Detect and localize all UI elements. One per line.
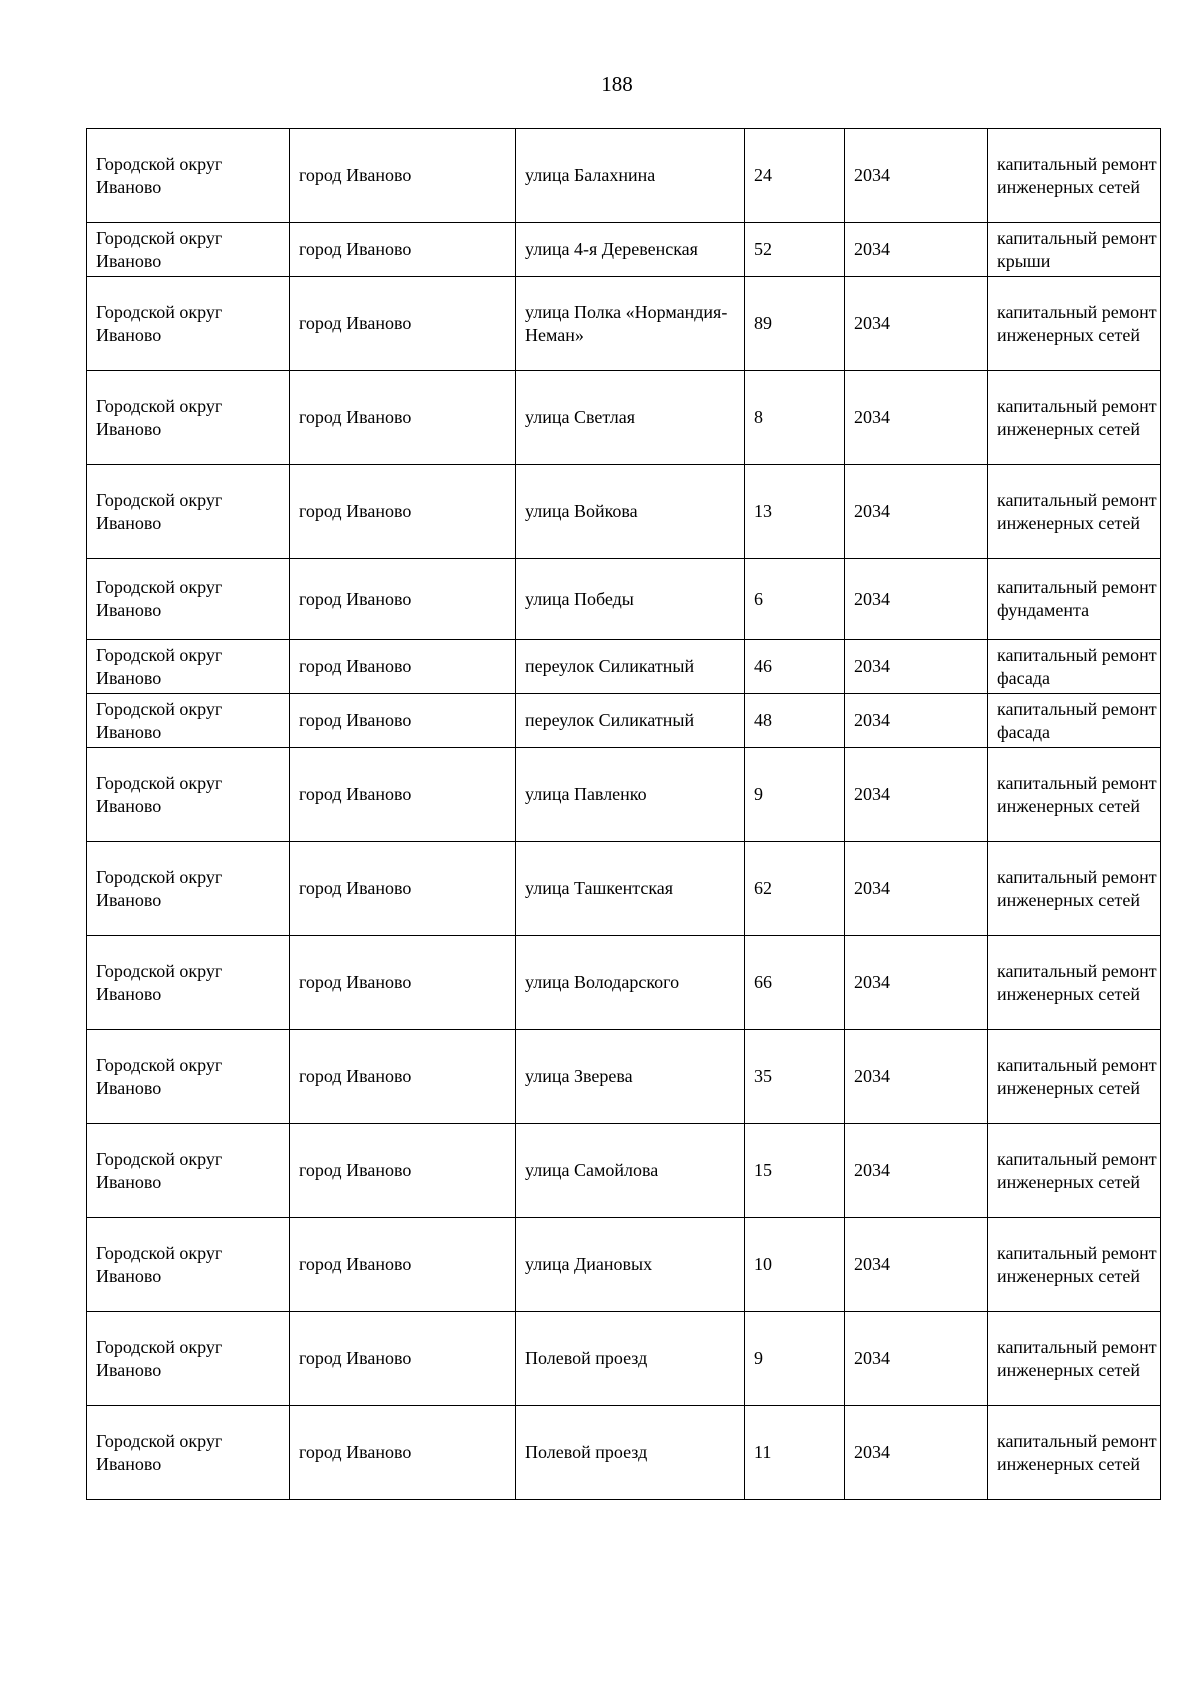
district-cell: Городской округ Иваново [87,1124,290,1218]
year-cell: 2034 [845,748,988,842]
locality-cell: город Иваново [290,1406,516,1500]
district-cell: Городской округ Иваново [87,277,290,371]
house-cell: 52 [745,223,845,277]
district-cell: Городской округ Иваново [87,129,290,223]
locality-cell: город Иваново [290,694,516,748]
table-row [87,1312,1161,1406]
page-number: 188 [601,72,633,96]
work-type-cell: капитальный ремонт инженерных сетей [988,129,1161,223]
street-cell: Полевой проезд [516,1312,745,1406]
table-row [87,465,1161,559]
district-cell: Городской округ Иваново [87,842,290,936]
house-cell: 66 [745,936,845,1030]
house-cell: 15 [745,1124,845,1218]
year-cell: 2034 [845,936,988,1030]
work-type-cell: капитальный ремонт инженерных сетей [988,465,1161,559]
street-cell: улица Володарского [516,936,745,1030]
year-cell: 2034 [845,1406,988,1500]
locality-cell: город Иваново [290,748,516,842]
district-cell: Городской округ Иваново [87,936,290,1030]
table-row [87,748,1161,842]
district-cell: Городской округ Иваново [87,694,290,748]
street-cell: улица 4-я Деревенская [516,223,745,277]
house-cell: 9 [745,748,845,842]
locality-cell: город Иваново [290,559,516,640]
table-row [87,1124,1161,1218]
district-cell: Городской округ Иваново [87,371,290,465]
locality-cell: город Иваново [290,1030,516,1124]
table-row [87,842,1161,936]
house-cell: 9 [745,1312,845,1406]
locality-cell: город Иваново [290,465,516,559]
table-row [87,371,1161,465]
street-cell: переулок Силикатный [516,694,745,748]
work-type-cell: капитальный ремонт фасада [988,694,1161,748]
year-cell: 2034 [845,129,988,223]
house-cell: 48 [745,694,845,748]
house-cell: 10 [745,1218,845,1312]
street-cell: улица Полка «Нормандия-Неман» [516,277,745,371]
work-type-cell: капитальный ремонт инженерных сетей [988,1030,1161,1124]
locality-cell: город Иваново [290,1124,516,1218]
repair-schedule-table [86,128,1161,1500]
locality-cell: город Иваново [290,223,516,277]
locality-cell: город Иваново [290,1312,516,1406]
table-body [87,129,1161,1500]
locality-cell: город Иваново [290,277,516,371]
table-row [87,694,1161,748]
street-cell: улица Зверева [516,1030,745,1124]
year-cell: 2034 [845,465,988,559]
district-cell: Городской округ Иваново [87,559,290,640]
house-cell: 89 [745,277,845,371]
house-cell: 35 [745,1030,845,1124]
year-cell: 2034 [845,277,988,371]
street-cell: улица Светлая [516,371,745,465]
house-cell: 46 [745,640,845,694]
district-cell: Городской округ Иваново [87,1312,290,1406]
year-cell: 2034 [845,223,988,277]
street-cell: переулок Силикатный [516,640,745,694]
locality-cell: город Иваново [290,1218,516,1312]
year-cell: 2034 [845,1218,988,1312]
work-type-cell: капитальный ремонт инженерных сетей [988,936,1161,1030]
locality-cell: город Иваново [290,129,516,223]
table-row [87,223,1161,277]
locality-cell: город Иваново [290,371,516,465]
work-type-cell: капитальный ремонт крыши [988,223,1161,277]
work-type-cell: капитальный ремонт фундамента [988,559,1161,640]
year-cell: 2034 [845,1312,988,1406]
house-cell: 13 [745,465,845,559]
locality-cell: город Иваново [290,640,516,694]
street-cell: улица Балахнина [516,129,745,223]
table-row [87,1218,1161,1312]
work-type-cell: капитальный ремонт инженерных сетей [988,842,1161,936]
street-cell: улица Ташкентская [516,842,745,936]
street-cell: Полевой проезд [516,1406,745,1500]
table-row [87,559,1161,640]
work-type-cell: капитальный ремонт фасада [988,640,1161,694]
house-cell: 11 [745,1406,845,1500]
street-cell: улица Диановых [516,1218,745,1312]
district-cell: Городской округ Иваново [87,1406,290,1500]
work-type-cell: капитальный ремонт инженерных сетей [988,748,1161,842]
year-cell: 2034 [845,694,988,748]
locality-cell: город Иваново [290,842,516,936]
district-cell: Городской округ Иваново [87,223,290,277]
table-row [87,1406,1161,1500]
house-cell: 6 [745,559,845,640]
district-cell: Городской округ Иваново [87,465,290,559]
house-cell: 24 [745,129,845,223]
year-cell: 2034 [845,1030,988,1124]
street-cell: улица Павленко [516,748,745,842]
house-cell: 8 [745,371,845,465]
year-cell: 2034 [845,842,988,936]
work-type-cell: капитальный ремонт инженерных сетей [988,371,1161,465]
table-row [87,936,1161,1030]
work-type-cell: капитальный ремонт инженерных сетей [988,1406,1161,1500]
work-type-cell: капитальный ремонт инженерных сетей [988,1124,1161,1218]
locality-cell: город Иваново [290,936,516,1030]
house-cell: 62 [745,842,845,936]
district-cell: Городской округ Иваново [87,640,290,694]
table-row [87,640,1161,694]
street-cell: улица Войкова [516,465,745,559]
street-cell: улица Победы [516,559,745,640]
table-row [87,1030,1161,1124]
table-row [87,277,1161,371]
year-cell: 2034 [845,559,988,640]
work-type-cell: капитальный ремонт инженерных сетей [988,277,1161,371]
work-type-cell: капитальный ремонт инженерных сетей [988,1312,1161,1406]
table-row [87,129,1161,223]
district-cell: Городской округ Иваново [87,1218,290,1312]
year-cell: 2034 [845,640,988,694]
street-cell: улица Самойлова [516,1124,745,1218]
district-cell: Городской округ Иваново [87,748,290,842]
district-cell: Городской округ Иваново [87,1030,290,1124]
work-type-cell: капитальный ремонт инженерных сетей [988,1218,1161,1312]
year-cell: 2034 [845,1124,988,1218]
year-cell: 2034 [845,371,988,465]
